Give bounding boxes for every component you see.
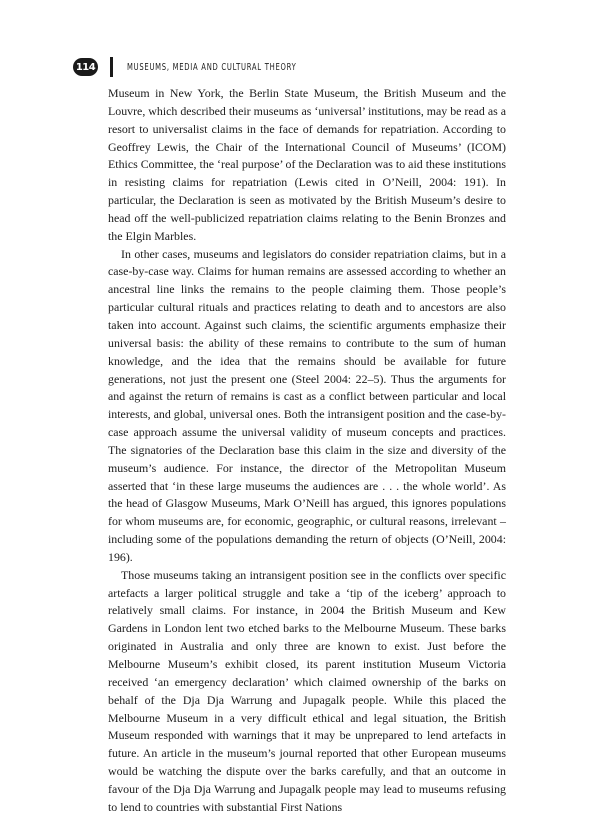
- paragraph-1: Museum in New York, the Berlin State Museum, the British Museum and the Louvre, which described their museums as ‘universal’ institutions, may be read as a resort to universalist claims in the face of demands for repatriation. According to Geoffrey Lewis, the Chair of the International Council of Museums’ (ICOM) Ethics Committee, the ‘real purpose’ of the Declaration was to aid these institutions in resisting claims for repatriation (Lewis cited in O’Neill, 2004: 191). In particular, the Declaration is seen as motivated by the British Museum’s desire to head off the well-publicized repatriation claims relating to the Benin Bronzes and the Elgin Marbles.: [108, 86, 507, 243]
- page-number-badge: 114: [73, 58, 98, 76]
- paragraph-3: Those museums taking an intransigent position see in the conflicts over specific artefacts a larger political struggle and take a ‘tip of the iceberg’ approach to relatively small claims. For instance, in 2004 the British Museum and Kew Gardens in London lent two etched barks to the Melbourne Museum. These barks originated in Australia and only three are known to exist. Just before the Melbourne Museum’s exhibit closed, its parent institution Museum Victoria received ‘an emergency declaration’ which claimed ownership of the barks on behalf of the Dja Dja Warrung and Jupagalk people. While this placed the Melbourne Museum in a very difficult ethical and legal situation, the British Museum responded with warnings that it may be unprepared to lend artefacts in future. An article in the museum’s journal reported that other European museums would be watching the dispute over the barks carefully, and that an outcome in favour of the Dja Dja Warrung and Jupagalk people may lead to museums refusing to lend to countries with substantial First Nations: [108, 567, 506, 814]
- page-header: [73, 55, 339, 79]
- body-text: [108, 85, 506, 817]
- header-divider: [110, 57, 113, 77]
- running-head-title: MUSEUMS, MEDIA AND CULTURAL THEORY: [127, 61, 297, 73]
- paragraph-2: In other cases, museums and legislators do consider repatriation claims, but in a case-by-case way. Claims for human remains are assessed according to whether an ancestral line links the remains to the people claiming them. Those people’s particular cultural rituals and practices relating to death and to ancestors are also taken into account. Against such claims, the scientific arguments emphasize their universal basis: the ability of these remains to contribute to the sum of human knowledge, and the idea that the remains should be available for future generations, not just the present one (Steel 2004: 22–5). Thus the arguments for and against the return of remains is cast as a conflict between particular and local interests, and global, universal ones. Both the intransigent position and the case-by-case approach assume the universal validity of museum concepts and practices. The signatories of the Declaration base this claim in the size and diversity of the museum’s audience. For instance, the director of the Metropolitan Museum asserted that ‘in these large museums the audiences are . . . the whole world’. As the head of Glasgow Museums, Mark O’Neill has argued, this ignores populations for whom museums are, for economic, geographic, or cultural reasons, irrelevant – including some of the populations demanding the return of objects (O’Neill, 2004: 196).: [108, 246, 506, 564]
